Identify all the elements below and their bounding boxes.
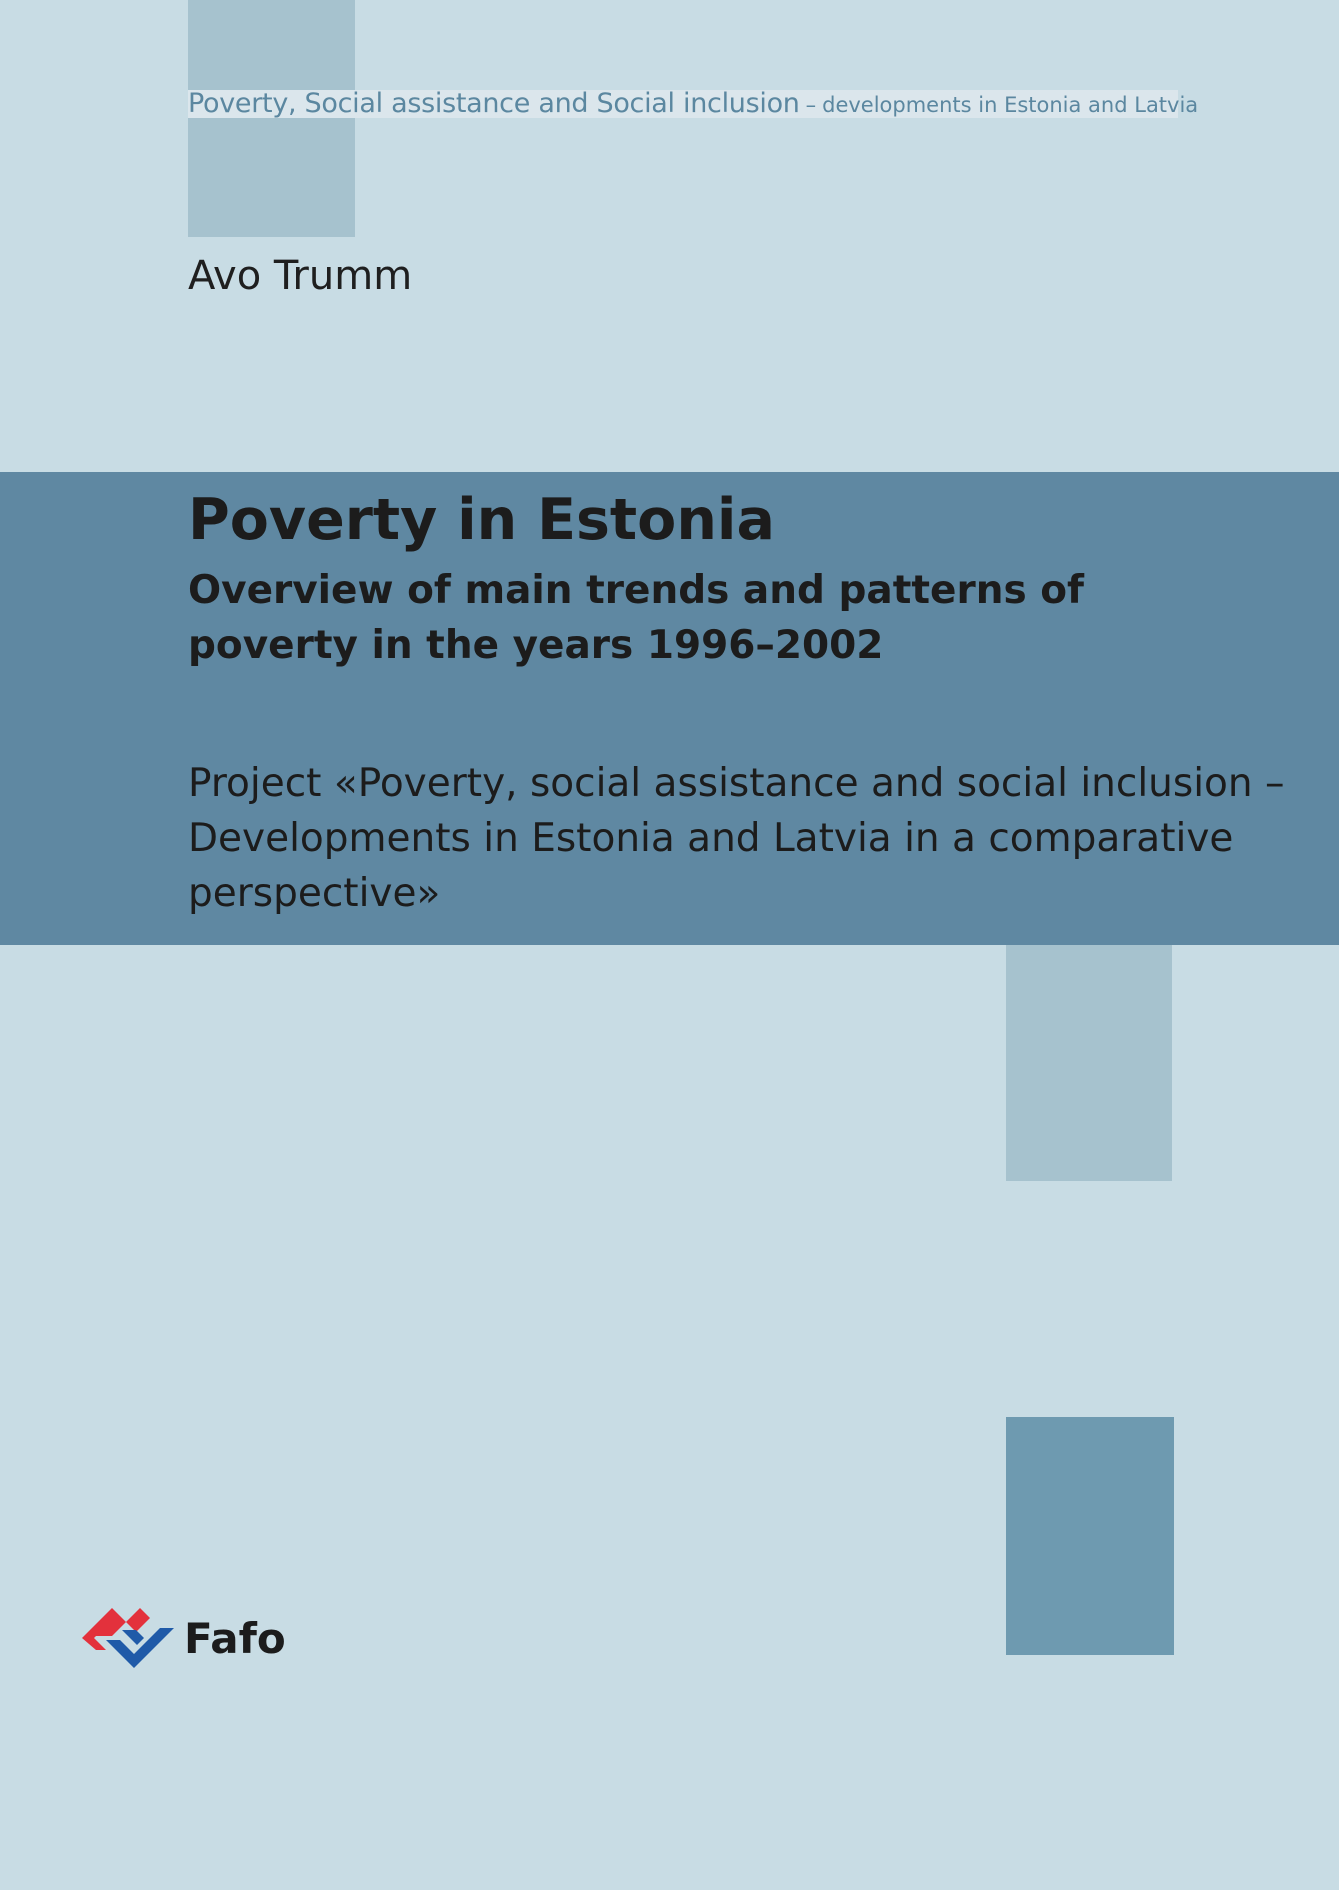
series-title (188, 88, 1198, 119)
series-separator: – (805, 93, 817, 117)
fafo-logo (82, 1605, 286, 1671)
series-main-title: Poverty, Social assistance and Social inclusion (188, 88, 800, 119)
fafo-logo-mark-icon (82, 1605, 176, 1671)
fafo-logo-text: Fafo (184, 1613, 286, 1663)
decorative-block-bottom (1006, 1417, 1174, 1655)
book-title: Poverty in Estonia (188, 487, 775, 553)
author-name: Avo Trumm (188, 253, 413, 299)
series-subtitle: developments in Estonia and Latvia (822, 93, 1199, 117)
book-subtitle: Overview of main trends and patterns of poverty in the years 1996–2002 (188, 568, 1085, 668)
project-description: Project «Poverty, social assistance and social inclusion – Developments in Estonia and Latvia in a comparative perspective» (188, 761, 1285, 916)
decorative-block-middle (1006, 945, 1172, 1181)
